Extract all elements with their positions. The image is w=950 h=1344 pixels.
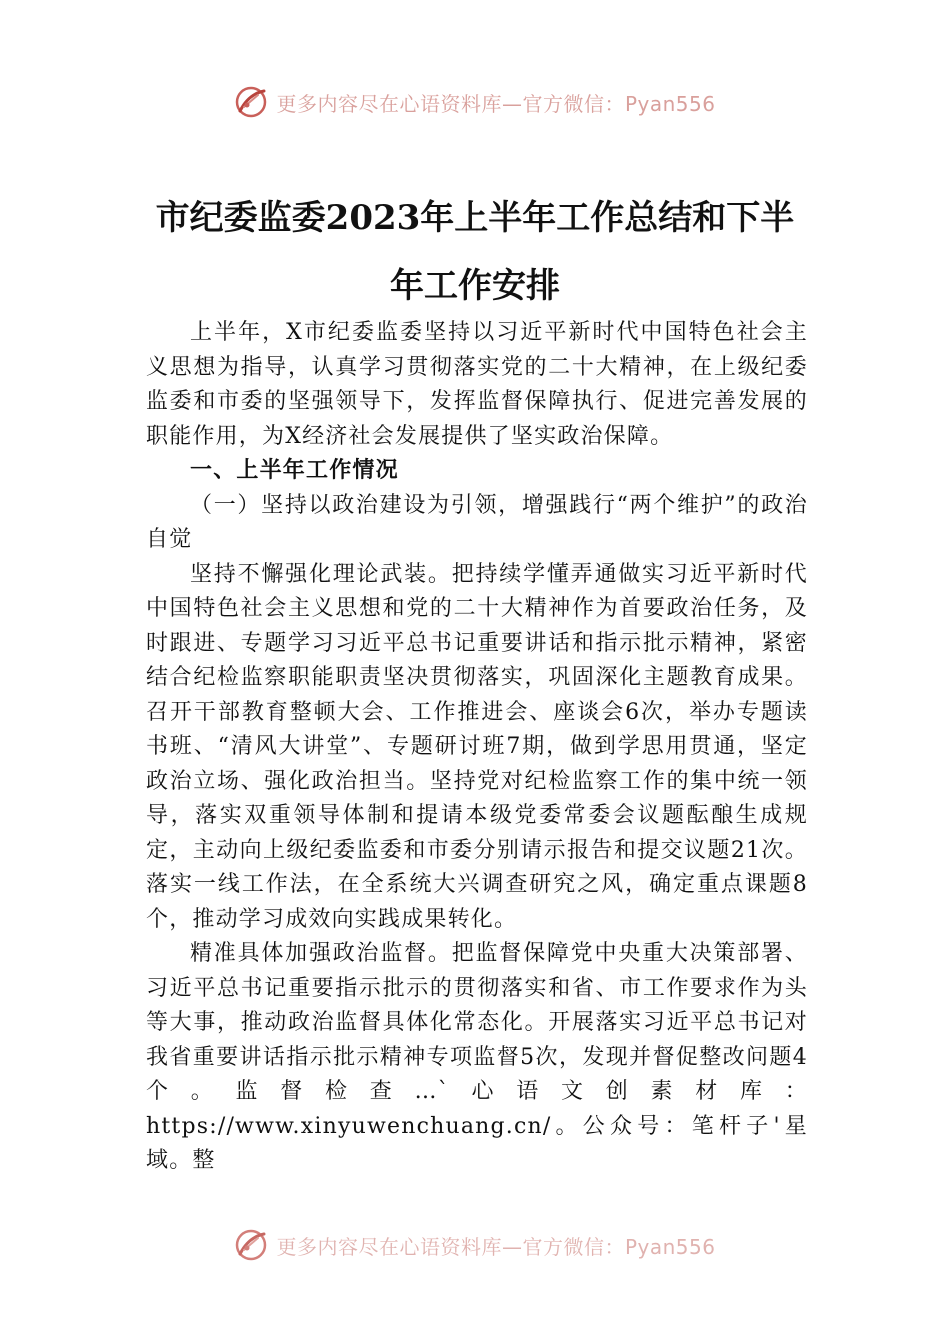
intro-paragraph: 上半年，X市纪委监委坚持以习近平新时代中国特色社会主义思想为指导，认真学习贯彻落实党的二十大精神，在上级纪委监委和市委的坚强领导下，发挥监督保障执行、促进完善发展的职能作用，为X经济社会发展提供了坚实政治保障。 (146, 320, 808, 449)
section-heading: 一、上半年工作情况 (190, 458, 399, 483)
document-title-line-2: 年工作安排 (390, 266, 560, 306)
header-banner (0, 82, 950, 122)
document-title-line-1: 市纪委监委2023年上半年工作总结和下半 (155, 198, 795, 238)
body-paragraph: 精准具体加强政治监督。把监督保障党中央重大决策部署、习近平总书记重要指示批示的贯彻落实和省、市工作要求作为头等大事，推动政治监督具体化常态化。开展落实习近平总书记对我省重要讲话指示批示精神专项监督5次，发现并督促整改问题4个。监督检查…`心语文创素材库：https://www.xinyuwenchuang.cn/。公众号：笔杆子'星域。整 (146, 941, 808, 1173)
brand-logo-icon (234, 85, 268, 119)
footer-banner (0, 1203, 950, 1259)
body-paragraph: 坚持不懈强化理论武装。把持续学懂弄通做实习近平新时代中国特色社会主义思想和党的二十大精神作为首要政治任务，及时跟进、专题学习习近平总书记重要讲话和指示批示精神，紧密结合纪检监察职能职责坚决贯彻落实，巩固深化主题教育成果。召开干部教育整顿大会、工作推进会、座谈会6次，举办专题读书班、“清风大讲堂”、专题研讨班7期，做到学思用贯通，坚定政治立场、强化政治担当。坚持党对纪检监察工作的集中统一领导，落实双重领导体制和提请本级党委常委会议题酝酿生成规定，主动向上级纪委监委和市委分别请示报告和提交议题21次。落实一线工作法，在全系统大兴调查研究之风，确定重点课题8个，推动学习成效向实践成果转化。 (146, 561, 808, 932)
footer-banner-text: 更多内容尽在心语资料库—官方微信：Pyan556 (276, 1234, 716, 1259)
document-body (146, 316, 808, 1179)
subsection-heading: （一）坚持以政治建设为引领，增强践行“两个维护”的政治自觉 (146, 492, 808, 552)
banner-text: 更多内容尽在心语资料库—官方微信：Pyan556 (276, 91, 716, 116)
brand-logo-icon (234, 1228, 268, 1262)
